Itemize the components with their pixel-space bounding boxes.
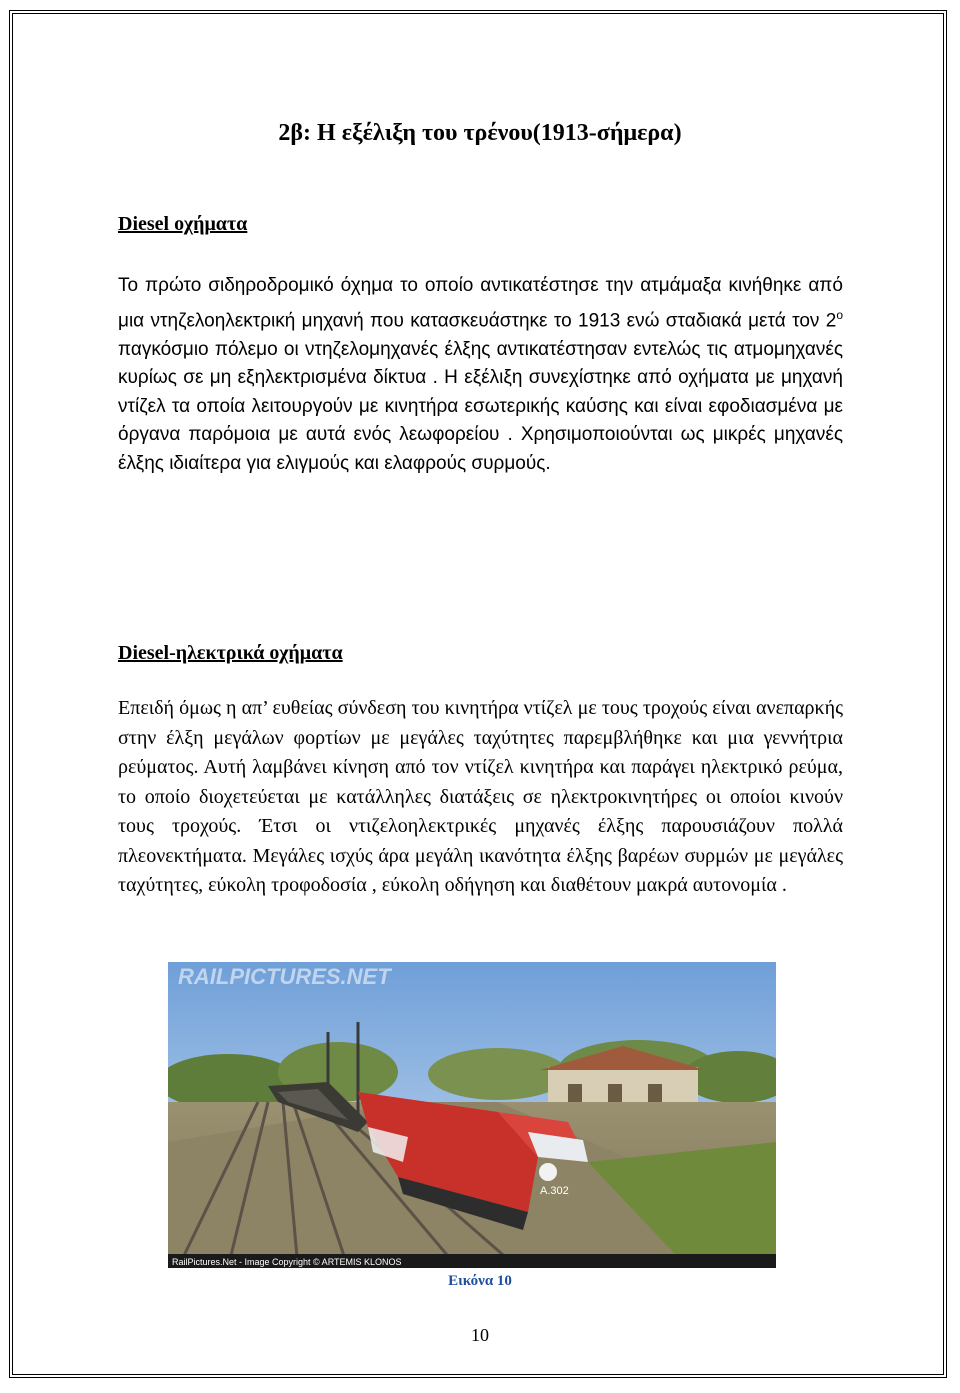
locomotive-number: A.302 [540,1185,569,1197]
section-heading-diesel: Diesel οχήματα [118,213,248,235]
paragraph-diesel-text-a: Το πρώτο σιδηροδρομικό όχημα το οποίο αντικατέστησε την ατμάμαξα κινήθηκε από μια ντηζελοηλεκτρική μηχανή που κατασκευάστηκε το 1913 ενώ σταδιακά μετά τον 2 [118,275,843,331]
page-title: 2β: Η εξέλιξη του τρένου(1913-σήμερα) [278,120,682,146]
train-photo [168,962,776,1268]
ordinal-superscript: ο [836,307,843,322]
railpictures-watermark: RAILPICTURES.NET [178,964,391,989]
page-number: 10 [471,1325,489,1345]
paragraph-diesel-text-b: παγκόσμιο πόλεμο οι ντηζελομηχανές έλξης αντικατέστησαν εντελώς τις ατμομηχανές κυρίως σε μη εξηλεκτρισμένα δίκτυα . Η εξέλιξη συνεχίστηκε από οχήματα με μηχανή ντίζελ τα οποία λειτουργούν με κινητήρα εσωτερικής καύσης και είναι εφοδιασμένα με όργανα παρόμοια με αυτά ενός λεωφορείου . Χρησιμοποιούνται ως μικρές μηχανές έλξης ιδιαίτερα για ελιγμούς και ελαφρούς συρμούς. [118,338,843,474]
figure-caption: Εικόνα 10 [448,1273,512,1289]
section-heading-diesel-electric: Diesel-ηλεκτρικά οχήματα [118,642,343,664]
paragraph-diesel [118,272,843,478]
paragraph-diesel-electric: Επειδή όμως η απ’ ευθείας σύνδεση του κινητήρα ντίζελ με τους τροχούς είναι ανεπαρκής στην έλξη μεγάλων φορτίων με μεγάλες ταχύτητες παρεμβλήθηκε και μια γεννήτρια ρεύματος. Αυτή λαμβάνει κίνηση από τον ντίζελ κινητήρα και παράγει ηλεκτρικό ρεύμα, το οποίο διοχετεύεται με κατάλληλες διατάξεις σε ηλεκτροκινητήρες οι οποίοι κινούν τους τροχούς. Έτσι οι ντιζελοηλεκτρικές μηχανές έλξης παρουσιάζουν πολλά πλεονεκτήματα. Μεγάλες ισχύς άρα μεγάλη ικανότητα έλξης βαρέων συρμών με μεγάλες ταχύτητες, εύκολη τροφοδοσία , εύκολη οδήγηση και διαθέτουν μακρά αυτονομία . [118,697,843,896]
photo-credit: RailPictures.Net - Image Copyright © ARTEMIS KLONOS [172,1257,402,1267]
